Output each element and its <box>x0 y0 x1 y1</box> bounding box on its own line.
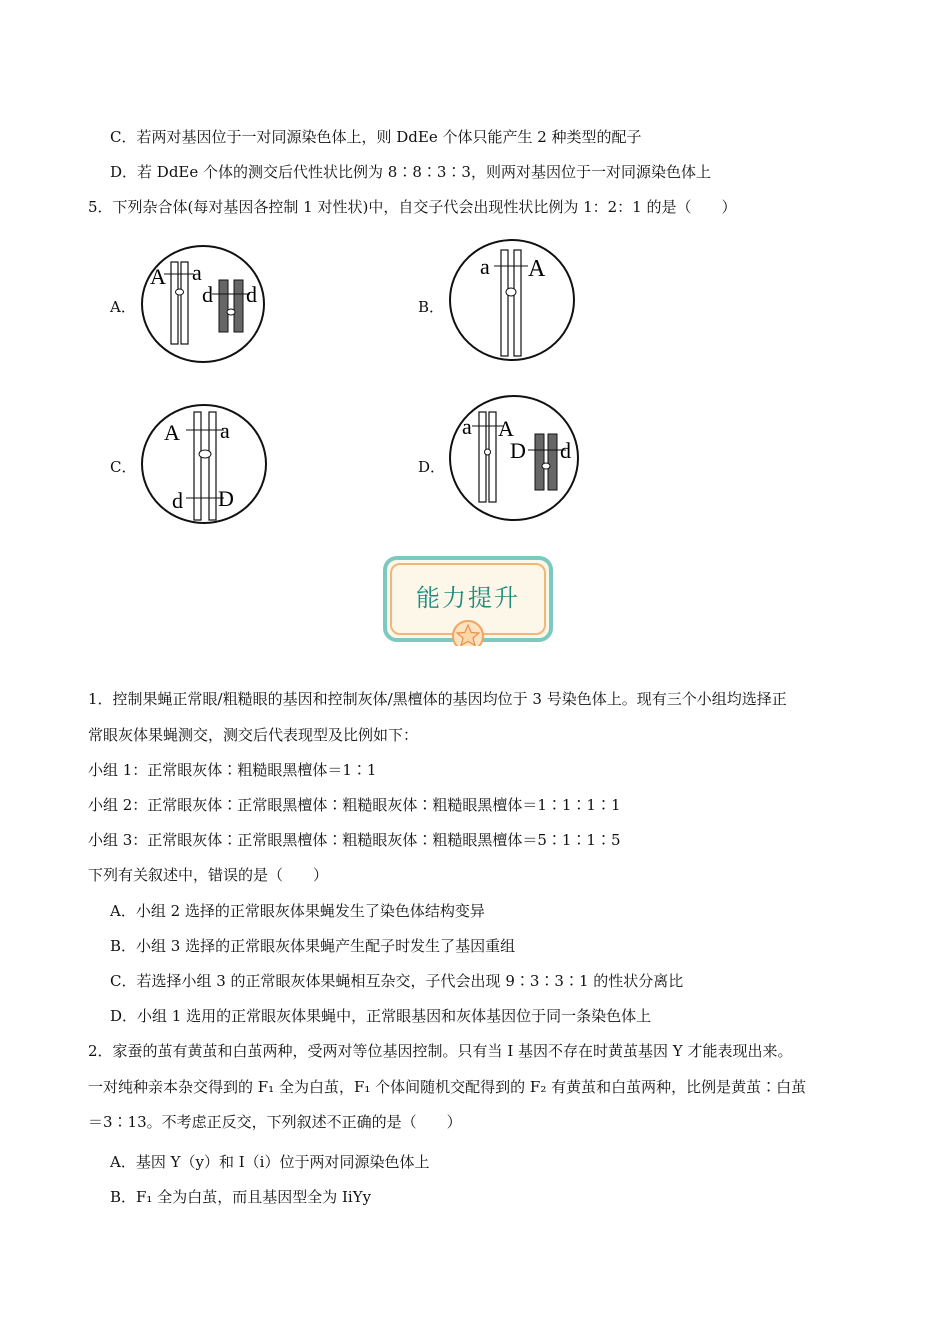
allele-label: d <box>172 488 183 513</box>
q2-stem-line3: ＝3∶13。不考虑正反交，下列叙述不正确的是（ ） <box>88 1113 462 1131</box>
chromatid <box>219 280 228 332</box>
allele-label: D <box>218 486 234 511</box>
q1-option-b: B．小组 3 选择的正常眼灰体果蝇产生配子时发生了基因重组 <box>110 937 516 955</box>
allele-label: a <box>220 418 230 443</box>
q1-group2: 小组 2：正常眼灰体∶正常眼黑檀体∶粗糙眼灰体∶粗糙眼黑檀体＝1∶1∶1∶1 <box>88 796 621 814</box>
q1-group3: 小组 3：正常眼灰体∶正常眼黑檀体∶粗糙眼灰体∶粗糙眼黑檀体＝5∶1∶1∶5 <box>88 831 621 849</box>
section-badge <box>383 556 553 646</box>
chromatid <box>194 412 201 520</box>
q1-option-c: C．若选择小组 3 的正常眼灰体果蝇相互杂交，子代会出现 9∶3∶3∶1 的性状分离比 <box>110 972 684 990</box>
cell-diagram-b <box>448 238 578 364</box>
q5-label-b: B． <box>418 298 445 316</box>
section-title: 能力提升 <box>416 584 520 612</box>
q4-option-d: D．若 DdEe 个体的测交后代性状比例为 8∶8∶3∶3，则两对基因位于一对同源染色体上 <box>110 163 711 181</box>
q4-option-c: C．若两对基因位于一对同源染色体上，则 DdEe 个体只能产生 2 种类型的配子 <box>110 128 642 146</box>
cell-membrane <box>142 405 266 523</box>
q2-stem-line2: 一对纯种亲本杂交得到的 F₁ 全为白茧，F₁ 个体间随机交配得到的 F₂ 有黄茧和白茧两种，比例是黄茧∶白茧 <box>88 1078 807 1096</box>
centromere <box>176 289 184 295</box>
centromere <box>227 309 235 315</box>
q5-label-d: D． <box>418 458 446 476</box>
cell-membrane <box>450 240 574 360</box>
allele-label: a <box>192 260 202 285</box>
centromere <box>542 463 550 469</box>
q1-group1: 小组 1：正常眼灰体∶粗糙眼黑檀体＝1∶1 <box>88 761 377 779</box>
chromatid <box>209 412 216 520</box>
allele-label: a <box>462 414 472 439</box>
q1-ask: 下列有关叙述中，错误的是（ ） <box>88 866 329 884</box>
q1-stem-line1: 1．控制果蝇正常眼/粗糙眼的基因和控制灰体/黑檀体的基因均位于 3 号染色体上。现有三个小组均选择正 <box>88 690 787 708</box>
q2-option-a: A．基因 Y（y）和 I（i）位于两对同源染色体上 <box>110 1153 430 1171</box>
cell-diagram-a <box>140 244 272 364</box>
allele-label: d <box>246 282 257 307</box>
q5-stem: 5．下列杂合体(每对基因各控制 1 对性状)中，自交子代会出现性状比例为 1：2：1 的是（ ） <box>88 198 737 216</box>
q1-stem-line2: 常眼灰体果蝇测交，测交后代表现型及比例如下： <box>88 726 419 744</box>
allele-label: A <box>528 256 546 282</box>
allele-label: d <box>560 438 571 463</box>
allele-label: d <box>202 282 213 307</box>
chromatid <box>548 434 557 490</box>
q1-option-d: D．小组 1 选用的正常眼灰体果蝇中，正常眼基因和灰体基因位于同一条染色体上 <box>110 1007 652 1025</box>
q1-option-a: A．小组 2 选择的正常眼灰体果蝇发生了染色体结构变异 <box>110 902 485 920</box>
allele-label: A <box>498 416 514 441</box>
centromere <box>199 450 211 458</box>
allele-label: A <box>150 264 166 289</box>
allele-label: D <box>510 438 526 463</box>
q5-label-c: C． <box>110 458 137 476</box>
centromere <box>506 288 516 296</box>
q2-stem-line1: 2．家蚕的茧有黄茧和白茧两种，受两对等位基因控制。只有当 I 基因不存在时黄茧基因 Y 才能表现出来。 <box>88 1042 793 1060</box>
cell-diagram-d <box>448 394 582 524</box>
centromere <box>485 449 491 455</box>
cell-diagram-c <box>140 402 270 526</box>
q2-option-b: B．F₁ 全为白茧，而且基因型全为 IiYy <box>110 1188 372 1206</box>
q5-label-a: A． <box>110 298 136 316</box>
allele-label: a <box>480 254 490 279</box>
chromatid <box>535 434 544 490</box>
allele-label: A <box>164 420 180 445</box>
chromatid <box>234 280 243 332</box>
